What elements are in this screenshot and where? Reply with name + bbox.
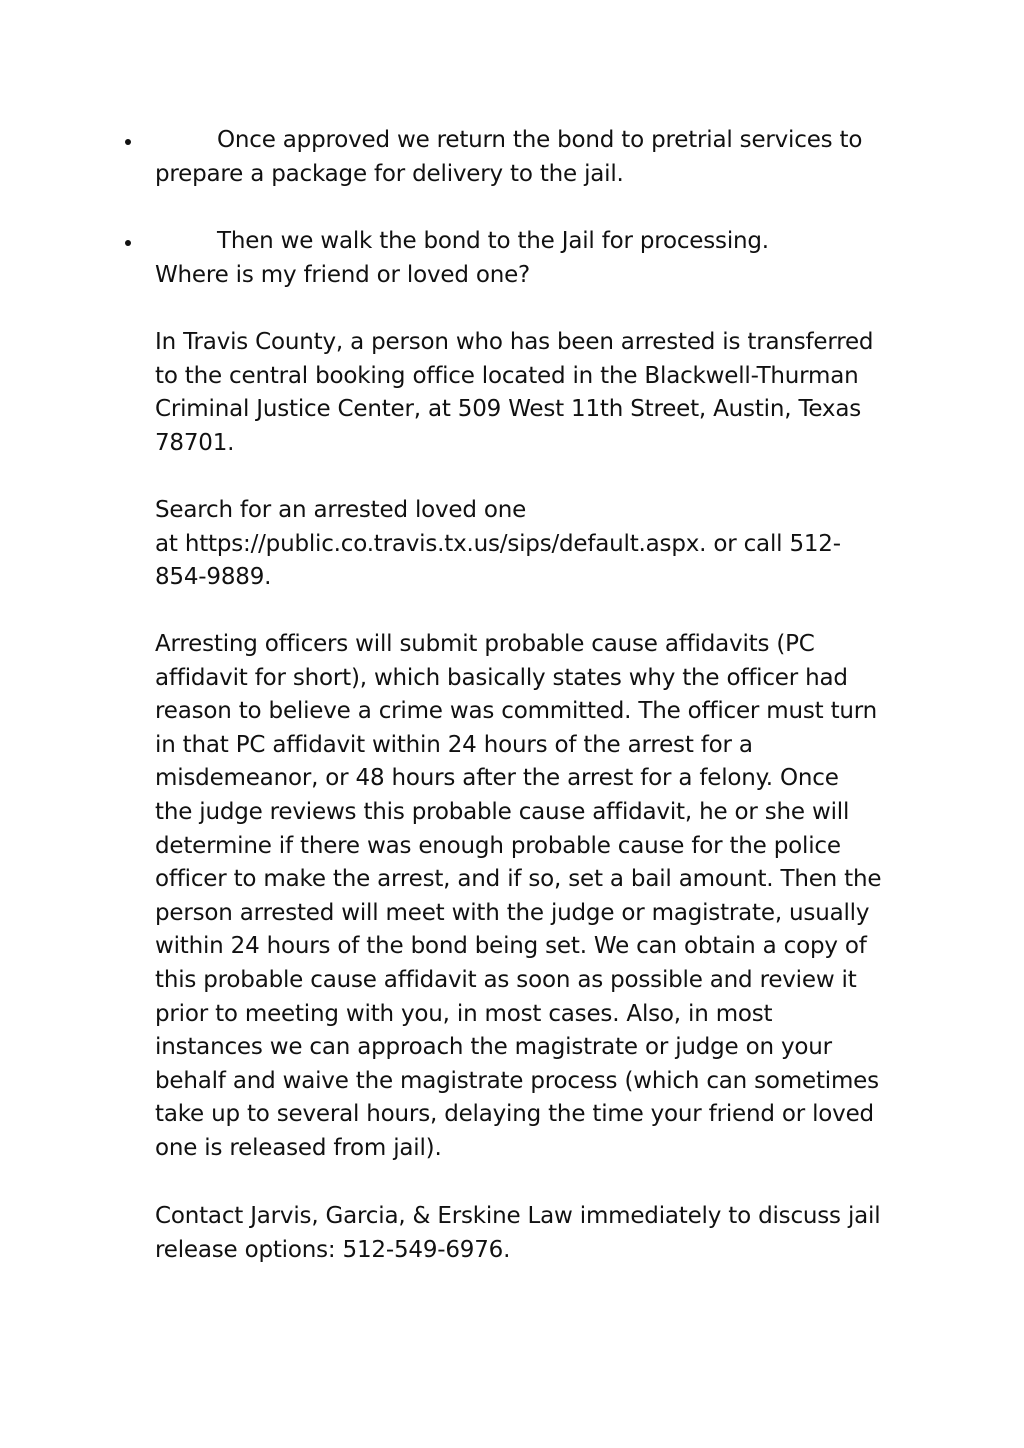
bullet-item-pretrial: [155, 124, 875, 191]
paragraph-line: take up to several hours, delaying the time your friend or loved: [155, 1101, 874, 1128]
paragraph-line: instances we can approach the magistrate or judge on your: [155, 1034, 832, 1061]
paragraph-line: prior to meeting with you, in most cases. Also, in most: [155, 1000, 773, 1027]
bullet-line: Then we walk the bond to the Jail for processing.: [217, 228, 769, 254]
bullet-line: Once approved we return the bond to pretrial services to: [217, 127, 863, 153]
paragraph-line: In Travis County, a person who has been arrested is transferred: [155, 329, 874, 355]
bullet-item-jail-processing: [155, 225, 875, 292]
paragraph-line: affidavit for short), which basically states why the officer had: [155, 664, 848, 691]
paragraph-line: to the central booking office located in the Blackwell-Thurman: [155, 362, 859, 389]
paragraph-line: behalf and waive the magistrate process (which can sometimes: [155, 1067, 879, 1094]
paragraph-line: 78701.: [155, 429, 235, 456]
paragraph-line: Contact Jarvis, Garcia, & Erskine Law immediately to discuss jail: [155, 1203, 881, 1229]
paragraph-line: this probable cause affidavit as soon as possible and review it: [155, 966, 857, 993]
paragraph-search: [155, 494, 875, 595]
paragraph-line: one is released from jail).: [155, 1134, 442, 1161]
paragraph-contact: [155, 1200, 881, 1267]
bullet-line: prepare a package for delivery to the jail.: [155, 160, 624, 187]
paragraph-line: determine if there was enough probable cause for the police: [155, 832, 841, 859]
paragraph-line: release options: 512-549-6976.: [155, 1236, 511, 1263]
paragraph-line: in that PC affidavit within 24 hours of the arrest for a: [155, 731, 753, 758]
paragraph-line: reason to believe a crime was committed. The officer must turn: [155, 698, 878, 725]
paragraph-line: officer to make the arrest, and if so, set a bail amount. Then the: [155, 866, 882, 893]
paragraph-line: Criminal Justice Center, at 509 West 11th Street, Austin, Texas: [155, 396, 862, 423]
paragraph-line: within 24 hours of the bond being set. We can obtain a copy of: [155, 933, 867, 960]
paragraph-line: Arresting officers will submit probable cause affidavits (PC: [155, 631, 815, 657]
paragraph-line: Search for an arrested loved one: [155, 497, 527, 523]
bullet-dot-icon: [125, 240, 131, 246]
where-heading: Where is my friend or loved one?: [155, 261, 531, 288]
paragraph-arresting-officers: [155, 628, 882, 1166]
paragraph-line: misdemeanor, or 48 hours after the arrest for a felony. Once: [155, 765, 839, 792]
paragraph-line: person arrested will meet with the judge or magistrate, usually: [155, 899, 870, 926]
bullet-dot-icon: [125, 139, 131, 145]
paragraph-travis-county: [155, 326, 875, 460]
paragraph-line: the judge reviews this probable cause affidavit, he or she will: [155, 798, 850, 825]
paragraph-line: 854-9889.: [155, 564, 272, 591]
paragraph-line-link[interactable]: at https://public.co.travis.tx.us/sips/default.aspx. or call 512-: [155, 530, 841, 557]
